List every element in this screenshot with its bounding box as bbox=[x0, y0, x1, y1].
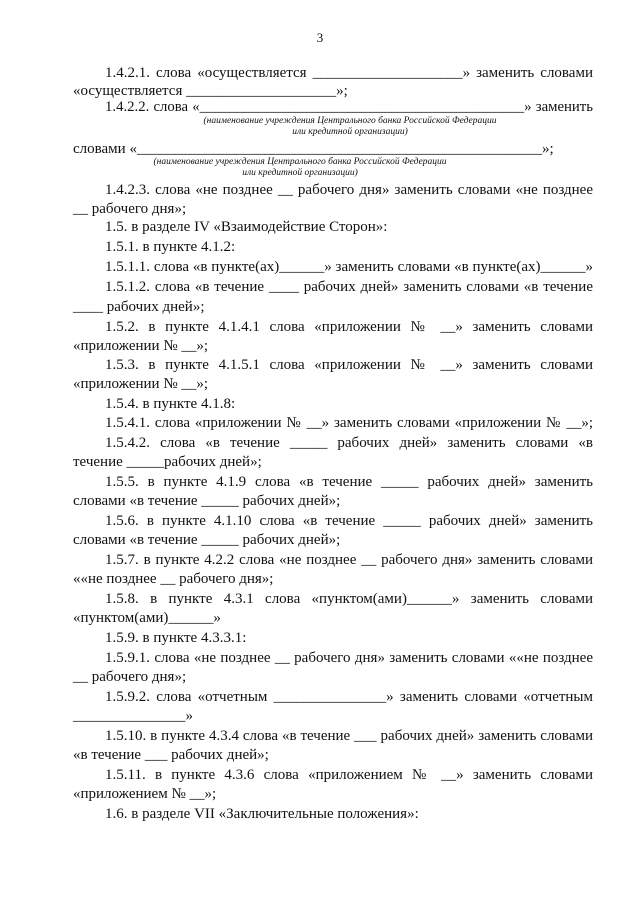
paragraph-line: словами «в течение _____ рабочих дней»; bbox=[73, 532, 341, 548]
paragraph-line: _______________» bbox=[73, 708, 193, 724]
paragraph-line: «приложением № __»; bbox=[73, 786, 217, 802]
caption-note: или кредитной организации) bbox=[242, 168, 358, 178]
paragraph-line: 1.5.4.2. слова «в течение _____ рабочих дней» заменить словами «в bbox=[105, 435, 593, 451]
paragraph-line: 1.5.5. в пункте 4.1.9 слова «в течение _____ рабочих дней» заменить bbox=[105, 474, 593, 490]
paragraph-line: «в течение ___ рабочих дней»; bbox=[73, 747, 269, 763]
paragraph-line: 1.4.2.1. слова «осуществляется ____________________» заменить словами bbox=[105, 65, 593, 81]
paragraph-line: ____ рабочих дней»; bbox=[73, 299, 205, 315]
paragraph-line: 1.5.6. в пункте 4.1.10 слова «в течение _____ рабочих дней» заменить bbox=[105, 513, 593, 529]
paragraph-line: 1.5. в разделе IV «Взаимодействие Сторон»: bbox=[105, 219, 388, 235]
page-number: 3 bbox=[316, 30, 324, 45]
paragraph-line: 1.5.2. в пункте 4.1.4.1 слова «приложении № __» заменить словами bbox=[105, 319, 593, 335]
paragraph-line: словами «______________________________________________________»; bbox=[73, 141, 554, 157]
paragraph-line: __ рабочего дня»; bbox=[73, 669, 187, 685]
paragraph-line: 1.6. в разделе VII «Заключительные положения»: bbox=[105, 806, 419, 822]
paragraph-line: 1.5.4.1. слова «приложении № __» заменить словами «приложении № __»; bbox=[105, 415, 593, 431]
caption-note: или кредитной организации) bbox=[292, 127, 408, 137]
paragraph-line: 1.5.9.2. слова «отчетным _______________» заменить словами «отчетным bbox=[105, 689, 593, 705]
paragraph-line: 1.5.3. в пункте 4.1.5.1 слова «приложении № __» заменить словами bbox=[105, 357, 593, 373]
paragraph-line: «приложении № __»; bbox=[73, 338, 209, 354]
paragraph-line: течение _____рабочих дней»; bbox=[73, 454, 262, 470]
paragraph-line: 1.5.1.2. слова «в течение ____ рабочих дней» заменить словами «в течение bbox=[105, 279, 593, 295]
paragraph-line: 1.5.1.1. слова «в пункте(ах)______» заменить словами «в пункте(ах)______» bbox=[105, 259, 593, 275]
paragraph-line: 1.4.2.2. слова «____________________________________________» заменить bbox=[105, 99, 593, 115]
paragraph-line: 1.5.4. в пункте 4.1.8: bbox=[105, 396, 236, 412]
paragraph-line: 1.5.10. в пункте 4.3.4 слова «в течение ___ рабочих дней» заменить словами bbox=[105, 728, 593, 744]
paragraph-line: «приложении № __»; bbox=[73, 376, 209, 392]
paragraph-line: __ рабочего дня»; bbox=[73, 201, 187, 217]
paragraph-line: 1.5.9.1. слова «не позднее __ рабочего дня» заменить словами ««не позднее bbox=[105, 650, 593, 666]
caption-note: (наименование учреждения Центрального банка Российской Федерации bbox=[153, 157, 447, 167]
caption-note: (наименование учреждения Центрального банка Российской Федерации bbox=[203, 116, 497, 126]
paragraph-line: ««не позднее __ рабочего дня»; bbox=[73, 571, 274, 587]
paragraph-line: 1.5.1. в пункте 4.1.2: bbox=[105, 239, 236, 255]
paragraph-line: 1.5.8. в пункте 4.3.1 слова «пунктом(ами)______» заменить словами bbox=[105, 591, 593, 607]
paragraph-line: 1.5.9. в пункте 4.3.3.1: bbox=[105, 630, 247, 646]
paragraph-line: 1.5.7. в пункте 4.2.2 слова «не позднее __ рабочего дня» заменить словами bbox=[105, 552, 593, 568]
paragraph-line: «осуществляется ____________________»; bbox=[73, 83, 348, 99]
paragraph-line: 1.5.11. в пункте 4.3.6 слова «приложением № __» заменить словами bbox=[105, 767, 593, 783]
paragraph-line: словами «в течение _____ рабочих дней»; bbox=[73, 493, 341, 509]
paragraph-line: 1.4.2.3. слова «не позднее __ рабочего дня» заменить словами «не позднее bbox=[105, 182, 593, 198]
paragraph-line: «пунктом(ами)______» bbox=[73, 610, 221, 626]
